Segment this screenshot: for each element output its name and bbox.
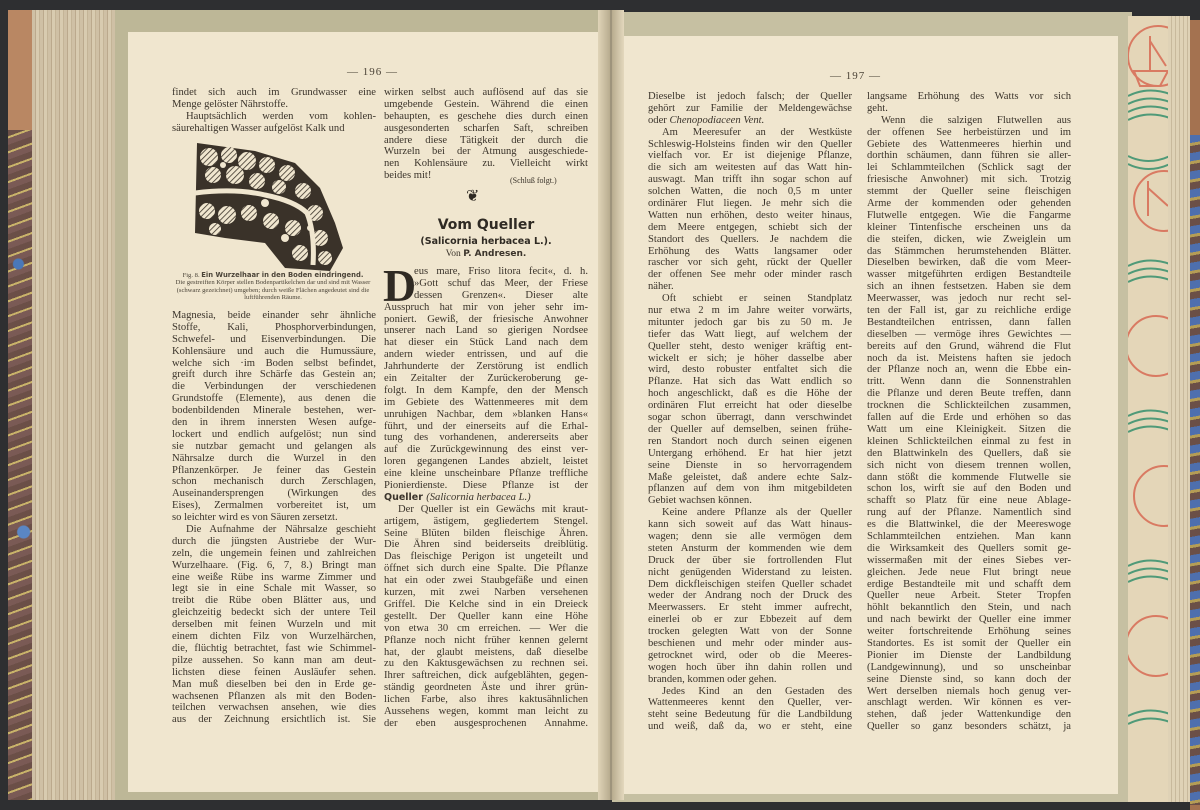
text-line: Pflanze noch nicht früher kennen gelernt xyxy=(384,634,588,646)
article-author: P. Andresen. xyxy=(463,249,527,259)
text-line: anschlagt werden. Wir können es ver- xyxy=(867,697,1071,709)
text-line: Schlammteilchen entziehen. Man kann xyxy=(867,530,1071,542)
text-line: getrocknet wird, oder ob die Meeres- xyxy=(648,649,852,661)
text-line: legt sie in eine Schale mit Wasser, so xyxy=(172,583,376,595)
text-line: säurehaltigen Wasser aufgelöst Kalk und xyxy=(172,122,345,134)
text-line: Dieselbe ist jedoch falsch; der Queller xyxy=(648,91,852,102)
text-line: dorthin schäumen, dann führen sie aller- xyxy=(867,150,1071,162)
text-line: beschienen und mehr oder minder aus- xyxy=(648,637,852,649)
text-line: Standort des Quellers. Je nachdem die xyxy=(648,233,852,245)
text-line xyxy=(648,115,852,127)
text-line: andere diese Tätigkeit der durch die xyxy=(384,134,588,146)
text-line: höhlt bekanntlich den Stein, und nach xyxy=(867,602,1071,614)
text-line: solchen Watten, die noch 0,5 m unter xyxy=(648,186,852,198)
text-line: Kohlensäure und auch die Humussäure, xyxy=(172,345,376,357)
text-line: erdige Bestandteile mit und schafft dem xyxy=(867,578,1071,590)
text-line: mitunter jedoch gar bis zu 50 m. Je xyxy=(648,316,852,328)
byline-prefix: Von xyxy=(445,249,461,259)
text-line: von etwa 30 cm erreichen. — Wer die xyxy=(384,622,588,634)
text-segment: Chenopodiaceen Vent. xyxy=(669,114,765,126)
text-line: Wurzeln bei der Atmung ausgeschiede- xyxy=(384,146,588,158)
text-line: wickelt er sich; je höher dasselbe aber xyxy=(648,352,852,364)
text-line: der offenen See herbeistürzen und im xyxy=(867,126,1071,138)
text-line: unruhigen Nachbar, dem »blanken Hans« xyxy=(384,408,588,420)
text-line: Watten nun erhöhen, desto weiter hinaus, xyxy=(648,209,852,221)
text-line: es die Blattwinkel, die der Meereswoge xyxy=(867,519,1071,531)
text-line: seine Dienste sind, so kann doch der xyxy=(867,673,1071,685)
text-line: führt, und der einerseits auf die Erhal- xyxy=(384,420,588,432)
column-197-right xyxy=(867,91,1071,733)
page-number-left: — 196 — xyxy=(347,66,398,78)
figure-text: Die gestreiften Körper stellen Bodenpartikelchen dar und sind mit Wasser (schwarz gezeichnet) umgeben; durch weiße Flächen angedeutet sind die luftführenden Räume. xyxy=(175,279,371,302)
text-line: rascher vor sich geht, rückt der Queller xyxy=(648,257,852,269)
text-line: Griffel. Die Kelche sind in ein Dreieck xyxy=(384,598,588,610)
text-line: zeln, die ungemein feinen und zahlreichen xyxy=(172,547,376,559)
root-hair-figure xyxy=(195,143,347,271)
text-line: lichsten diese feinen Ausläufer sehen. xyxy=(172,666,376,678)
text-line: steht seine Bedeutung für die Landbildung xyxy=(648,709,852,721)
text-line: Jedes Kind an den Gestaden des xyxy=(662,685,852,697)
text-line: ten der Fall ist, gar zu reichliche erdige xyxy=(867,305,1071,317)
text-line: seine Dienste in so hervorragendem xyxy=(648,459,852,471)
text-line: die sich am weitesten auf das Watt hin- xyxy=(648,162,852,174)
text-line: hoch angeschlickt, daß es die Höhe der xyxy=(648,388,852,400)
text-line: nicht genügenden Widerstand zu leisten. xyxy=(648,566,852,578)
text-line: schafft so Platz für eine neue Ablage- xyxy=(867,495,1071,507)
text-line: Stoffe, Kali, Phosphorverbindungen, xyxy=(172,321,376,333)
text-line: nur etwa 2 m im Jahre weiter vorwärts, xyxy=(648,305,852,317)
text-line: näher. xyxy=(648,281,674,293)
text-line: Gebiete des Wattenmeeres hierhin und xyxy=(867,138,1071,150)
text-line: kleiner Tintenfische erscheinen uns da xyxy=(867,221,1071,233)
text-line: wagen; denn sie alle vermögen dem xyxy=(648,530,852,542)
text-line: lockert und endlich aufgelöst; nun sind xyxy=(172,428,376,440)
text-line: wachsenen Pflanzen als mit den Boden- xyxy=(172,690,376,702)
text-line: geht. xyxy=(867,102,888,114)
text-line: Pflanze. Hat sich das Watt endlich so xyxy=(648,376,852,388)
text-line: die steifen, dicken, wie Zweiglein um xyxy=(867,233,1071,245)
text-line: Der Queller ist ein Gewächs mit kraut- xyxy=(398,503,588,515)
text-line: die Pflanze und deren Beute treffen, dann xyxy=(867,388,1071,400)
text-line: ständig geordneten Äste und ihrer grün- xyxy=(384,682,588,694)
text-line: weder der Andrang noch der Druck des xyxy=(648,590,852,602)
text-line: tritt. Wenn dann die Sonnenstrahlen xyxy=(867,376,1071,388)
text-line: sogar schon überragt, dann verschwindet xyxy=(648,412,852,424)
text-line: wirken selbst auch auflösend auf das sie xyxy=(384,87,588,98)
article-subtitle: (Salicornia herbacea L.). xyxy=(420,236,552,247)
text-segment: oder xyxy=(648,114,670,126)
text-line: schon los, wirft sie auf den Boden und xyxy=(867,483,1071,495)
text-line: Man muß dieselben bei den in Erde ge- xyxy=(172,678,376,690)
text-line: aus der Zeichnung ersichtlich ist. Sie xyxy=(172,714,376,726)
text-line: Queller so ganz besonders schätzt, ja xyxy=(867,721,1071,733)
text-line: Gebiet wachsen können. xyxy=(648,495,752,507)
figure-caption xyxy=(168,272,378,302)
text-line: wasser mitgeführten erdigen Bestandteile xyxy=(867,269,1071,281)
text-line: und nach bewirkt der Queller eine immer xyxy=(867,614,1071,626)
text-line: der eben ausgesprochenen Annahme. xyxy=(384,717,588,729)
text-line: behaupten, es geschehe dies durch einen xyxy=(384,110,588,122)
text-line: dieselben — vermöge ihres Gewichtes — xyxy=(867,328,1071,340)
text-line: das Stämmchen herumstehenden Blätter. xyxy=(867,245,1071,257)
text-line: die, flüchtig betrachtet, fast wie Schimmel- xyxy=(172,642,376,654)
text-line: poniert. Gewiß, der friesische Anwohner xyxy=(384,313,588,325)
text-line: ren Standort noch durch seinen eigenen xyxy=(648,435,852,447)
text-line: öffnet sich durch eine Spalte. Die Pflanze xyxy=(384,563,588,575)
text-line: Am Meeresufer an der Westküste xyxy=(662,126,852,138)
text-line: der offenen See mehr oder minder rasch xyxy=(648,269,852,281)
text-line: tung des vorhandenen, andererseits aber xyxy=(384,432,588,444)
text-line: sich an ihnen festsetzen. Haben sie dem xyxy=(867,281,1071,293)
text-line: dem Meere entgegen, schiebt sich der xyxy=(648,221,852,233)
text-line: bodenbildenden Minerale bestehen, wer- xyxy=(172,405,376,417)
text-line: lei Schlammteilchen (Schlick sagt der xyxy=(867,162,1071,174)
text-line: Untergang erhöhend. Er hat hier jetzt xyxy=(648,447,852,459)
text-line: sie nutzbar gemacht und gelangen als xyxy=(172,440,376,452)
figure-label: Fig. 8. xyxy=(182,272,200,279)
text-line: teilchen verwachsen ansehen, wie dies xyxy=(172,702,376,714)
column-196-right-bottom xyxy=(383,260,588,730)
text-line: den Blattwinkeln des Quellers, daß sie xyxy=(867,447,1071,459)
text-line: trocken gelegten Watt von der Sonne xyxy=(648,626,852,638)
text-line: findet sich auch im Grundwasser eine xyxy=(172,87,376,98)
text-line: durch die jüngsten Austriebe der Wur- xyxy=(172,535,376,547)
marbled-edge-left xyxy=(8,130,34,800)
text-line: rung auf der Pflanze. Namentlich sind xyxy=(867,507,1071,519)
text-line: derselben mit feinen Wurzeln und mit xyxy=(172,619,376,631)
text-line xyxy=(384,492,588,504)
text-line: welche sich ·im Boden selbst befindet, xyxy=(172,357,376,369)
text-line: »Gott schuf das Meer, der Friese xyxy=(414,277,588,289)
book-gutter xyxy=(598,10,624,800)
text-line: Die Aufnahme der Nährsalze geschieht xyxy=(186,524,376,536)
text-line: langsame Erhöhung des Watts vor sich xyxy=(867,91,1071,102)
text-line: Auseinandersprengen (Wirkungen des xyxy=(172,488,376,500)
text-line: Watt um eine Kleinigkeit. Sitzen die xyxy=(867,423,1071,435)
text-line: und weiß, daß da, wo er steht, eine xyxy=(648,721,852,733)
text-line: Dieselben bewirken, daß die vom Meer- xyxy=(867,257,1071,269)
text-line: wogen hoch über ihn dahin rollen und xyxy=(648,661,852,673)
text-line: Jahrhunderte der Zerstörung ist endlich xyxy=(384,361,588,373)
text-line: unserer nach Land so gierigen Nordsee xyxy=(384,325,588,337)
text-line: so leichter wird es von Säuren zersetzt. xyxy=(172,512,338,524)
text-line: einerlei ob er zur Ebbezeit auf dem xyxy=(648,614,852,626)
text-line: beides mit! xyxy=(384,170,432,182)
text-line: umgebende Gestein. Während die einen xyxy=(384,98,588,110)
article-byline xyxy=(384,249,588,259)
column-197-left xyxy=(648,91,852,733)
text-line: Queller steht, desto weniger kräftig ent- xyxy=(648,340,852,352)
text-line: Wert derselben niemals hoch genug ver- xyxy=(867,685,1071,697)
page-stack-left xyxy=(32,10,118,800)
figure-title: Ein Wurzelhaar in den Boden eindringend. xyxy=(201,271,364,279)
text-line: Meerwassers. Er steht immer aufrecht, xyxy=(648,602,852,614)
text-line: die Verbindungen der verschiedenen xyxy=(172,381,376,393)
text-line: Ausspruch hat mir von jeher sehr im- xyxy=(384,301,588,313)
text-line: Dem dickfleischigen steifen Queller schadet xyxy=(648,578,852,590)
text-line: schon mechanisch durch Zerschlagen, xyxy=(172,476,376,488)
text-line: Bestandteilchen entrissen, dann fallen xyxy=(867,316,1071,328)
text-line: Pflanzenkörper. Je feiner das Gestein xyxy=(172,464,376,476)
text-line: Wenn die salzigen Flutwellen aus xyxy=(881,114,1071,126)
text-line: dessen Grenzen«. Dieser alte xyxy=(414,289,588,301)
text-line: folgt. In dem Kampfe, den der Mensch xyxy=(384,384,588,396)
text-line: Oft schiebt er seinen Standplatz xyxy=(662,293,852,305)
text-line: Standortes. Es ist somit der Queller ein xyxy=(867,637,1071,649)
text-line: eus mare, Friso litora fecit«, d. h. xyxy=(414,266,588,277)
text-line: lichen Farbe, also ihres kaktusähnlichen xyxy=(384,694,588,706)
text-line: hat, der glaubt meistens, daß dieselbe xyxy=(384,646,588,658)
text-line: der Pflanze noch an, wenn die Ebbe ein- xyxy=(867,364,1071,376)
text-line: Wurzelhaare. (Fig. 6, 7, 8.) Bringt man xyxy=(172,559,376,571)
text-line: der Queller auf demselben, seinen frühe- xyxy=(648,423,852,435)
text-line: kann sich soweit auf das Watt hinaus- xyxy=(648,519,852,531)
text-line: friesische Anwohner) mit sich. Trotzig xyxy=(867,174,1071,186)
text-segment: Queller xyxy=(384,491,427,503)
text-line: gleichzeitig bedeckt sich der untere Teil xyxy=(172,607,376,619)
marbled-edge-right xyxy=(1190,135,1200,805)
text-line: Keine andere Pflanze als der Queller xyxy=(662,507,852,519)
text-line: Schwefel- und Eisenverbindungen. Die xyxy=(172,333,376,345)
text-line: pflanzen auf dem von ihm mitgebildeten xyxy=(648,483,852,495)
text-line: tiefer das Watt liegt, auf welchem der xyxy=(648,328,852,340)
text-line: nen Kohlensäure zu. Vielleicht wirkt xyxy=(384,158,588,170)
text-line: ein Zeitalter der Zurückeroberung ge- xyxy=(384,373,588,385)
text-line: branden, kommen oder gehen. xyxy=(648,673,777,685)
text-line: hat ein oder zwei Staubgefäße und einen xyxy=(384,575,588,587)
text-line: (Landgewinnung), und so unscheinbar xyxy=(867,661,1071,673)
text-line: wird, desto robuster entfaltet sich die xyxy=(648,364,852,376)
text-line: artigem, ästigem, gegliedertem Stengel. xyxy=(384,515,588,527)
text-line: ordinärer Flut liegen. Je mehr sich die xyxy=(648,198,852,210)
text-line: Das fleischige Perigon ist ungeteilt und xyxy=(384,551,588,563)
text-line: Ihrer saftreichen, dick aufgeblähten, gegen- xyxy=(384,670,588,682)
text-line: pilze aussehen. So kann man am deut- xyxy=(172,654,376,666)
text-line: kleinen Schlickteilchen einmal zu fest in xyxy=(867,435,1071,447)
text-line: Aussehens wegen, kommt man leicht zu xyxy=(384,705,588,717)
text-line: Maße geleistet, daß andere echte Salz- xyxy=(648,471,852,483)
text-line: Die Ähren sind beiderseits dreiblütig. xyxy=(384,539,588,551)
floral-ornament-icon: ❦ xyxy=(466,188,480,205)
page-number-right: — 197 — xyxy=(830,70,881,82)
text-line: kurzen, mit zwei Narben versehenen xyxy=(384,587,588,599)
text-line: Magnesia, beide einander sehr ähnliche xyxy=(172,310,376,321)
text-line: stehen, daß jeder Wattenkundige den xyxy=(867,709,1071,721)
text-line: greift durch ihre Schärfe das Gestein an; xyxy=(172,369,376,381)
text-line: Seine Blüten bilden fleischige Ähren. xyxy=(384,527,588,539)
text-line: treibt die Rübe oben Blätter aus, und xyxy=(172,595,376,607)
text-line: Schleswig-Holsteins finden wir den Queller xyxy=(648,138,852,150)
text-line: Druck der über sie fortrollenden Flut xyxy=(648,554,852,566)
text-line: Grundstoffe (Elemente), aus denen die xyxy=(172,393,376,405)
text-line: Pionier im Dienste der Landbildung xyxy=(867,649,1071,661)
text-line: Flutwelle entgegen. Wie die Fangarme xyxy=(867,209,1071,221)
text-line: ordinären Flut erreicht hat oder dieselbe xyxy=(648,400,852,412)
continued-note: (Schluß folgt.) xyxy=(510,176,557,185)
text-line: wissermaßen mit der eines Siebes ver- xyxy=(867,554,1071,566)
column-196-left-bottom xyxy=(172,310,376,726)
text-line: Menge gelöster Nährstoffe. xyxy=(172,98,289,110)
drop-cap: D xyxy=(383,260,417,311)
text-line: eine weiße Rübe ins warme Zimmer und xyxy=(172,571,376,583)
text-line: Erhöhung des Watts langsamer oder xyxy=(648,245,852,257)
text-line: fallen auf die Erde und erhöhen so das xyxy=(867,412,1071,424)
text-line: steten Ansturm der kommenden wie dem xyxy=(648,542,852,554)
text-line: weiter fortschreitende Erhöhung seines xyxy=(867,626,1071,638)
text-line: den in ihrem innersten Wesen aufge- xyxy=(172,417,376,429)
text-line: sich nicht von diesem trennen wollen, xyxy=(867,459,1071,471)
ship-pattern-icon xyxy=(1128,16,1170,802)
text-line: eine kleine unscheinbare Pflanze treffliche xyxy=(384,468,588,480)
decorative-endpaper xyxy=(1128,16,1170,802)
text-line: gleichen. Jede neue Flut bringt neue xyxy=(867,566,1071,578)
text-line: loren gegangenen Landes abzielt, leistet xyxy=(384,456,588,468)
text-line: Pionierdienste. Diese Pflanze ist der xyxy=(384,480,588,492)
text-line: die Wirksamkeit des Quellers somit ge- xyxy=(867,542,1071,554)
text-line: stemmt der Queller seine fleischigen xyxy=(867,186,1071,198)
text-line: Arme der kommenden oder gehenden xyxy=(867,198,1071,210)
text-line: vielfach vor. Er ist diejenige Pflanze, xyxy=(648,150,852,162)
text-line: gestellt. Der Queller kann eine Höhe xyxy=(384,610,588,622)
text-line: hat dieser ein Stück Land nach dem xyxy=(384,337,588,349)
text-line: ausgesonderten scharfen Saft, schreiben xyxy=(384,122,588,134)
column-196-right-top xyxy=(384,87,588,182)
column-196-left-top xyxy=(172,87,376,135)
article-title: Vom Queller xyxy=(437,217,535,233)
text-line: Wattenmeeres kennt den Queller, ver- xyxy=(648,697,852,709)
text-segment: (Salicornia herbacea L.) xyxy=(426,491,531,503)
text-line: im Gebiete des Wattenmeeres mit dem xyxy=(384,396,588,408)
text-line: trocknen die Schlickteilchen zusammen, xyxy=(867,400,1071,412)
text-line: auf die Zurückgewinnung des einst ver- xyxy=(384,444,588,456)
text-line: noch da ist. Meistens haften sie jedoch xyxy=(867,352,1071,364)
text-line: Meerwasser, was jedoch nur recht sel- xyxy=(867,293,1071,305)
text-line: zu den Kaktusgewächsen zu rechnen sei. xyxy=(384,658,588,670)
text-line: Eises), Zermalmen vorbereitet ist, um xyxy=(172,500,376,512)
text-line: Hauptsächlich werden vom kohlen- xyxy=(186,110,376,122)
text-line: bereits auf den Grund, während die Flut xyxy=(867,340,1071,352)
text-line: dann stößt die kommende Flutwelle sie xyxy=(867,471,1071,483)
text-line: gehört zur Familie der Meldengewächse xyxy=(648,102,852,114)
page-stack-right xyxy=(1168,16,1190,802)
text-line: auswagt. Man trifft ihn sogar schon auf xyxy=(648,174,852,186)
text-line: Nährsalze durch die Wurzel in den xyxy=(172,452,376,464)
text-line: andern wieder entrissen, und auf die xyxy=(384,349,588,361)
text-line: Queller neue Arbeit. Steter Tropfen xyxy=(867,590,1071,602)
text-line: einem dichten Filz von Wurzelhärchen, xyxy=(172,631,376,643)
